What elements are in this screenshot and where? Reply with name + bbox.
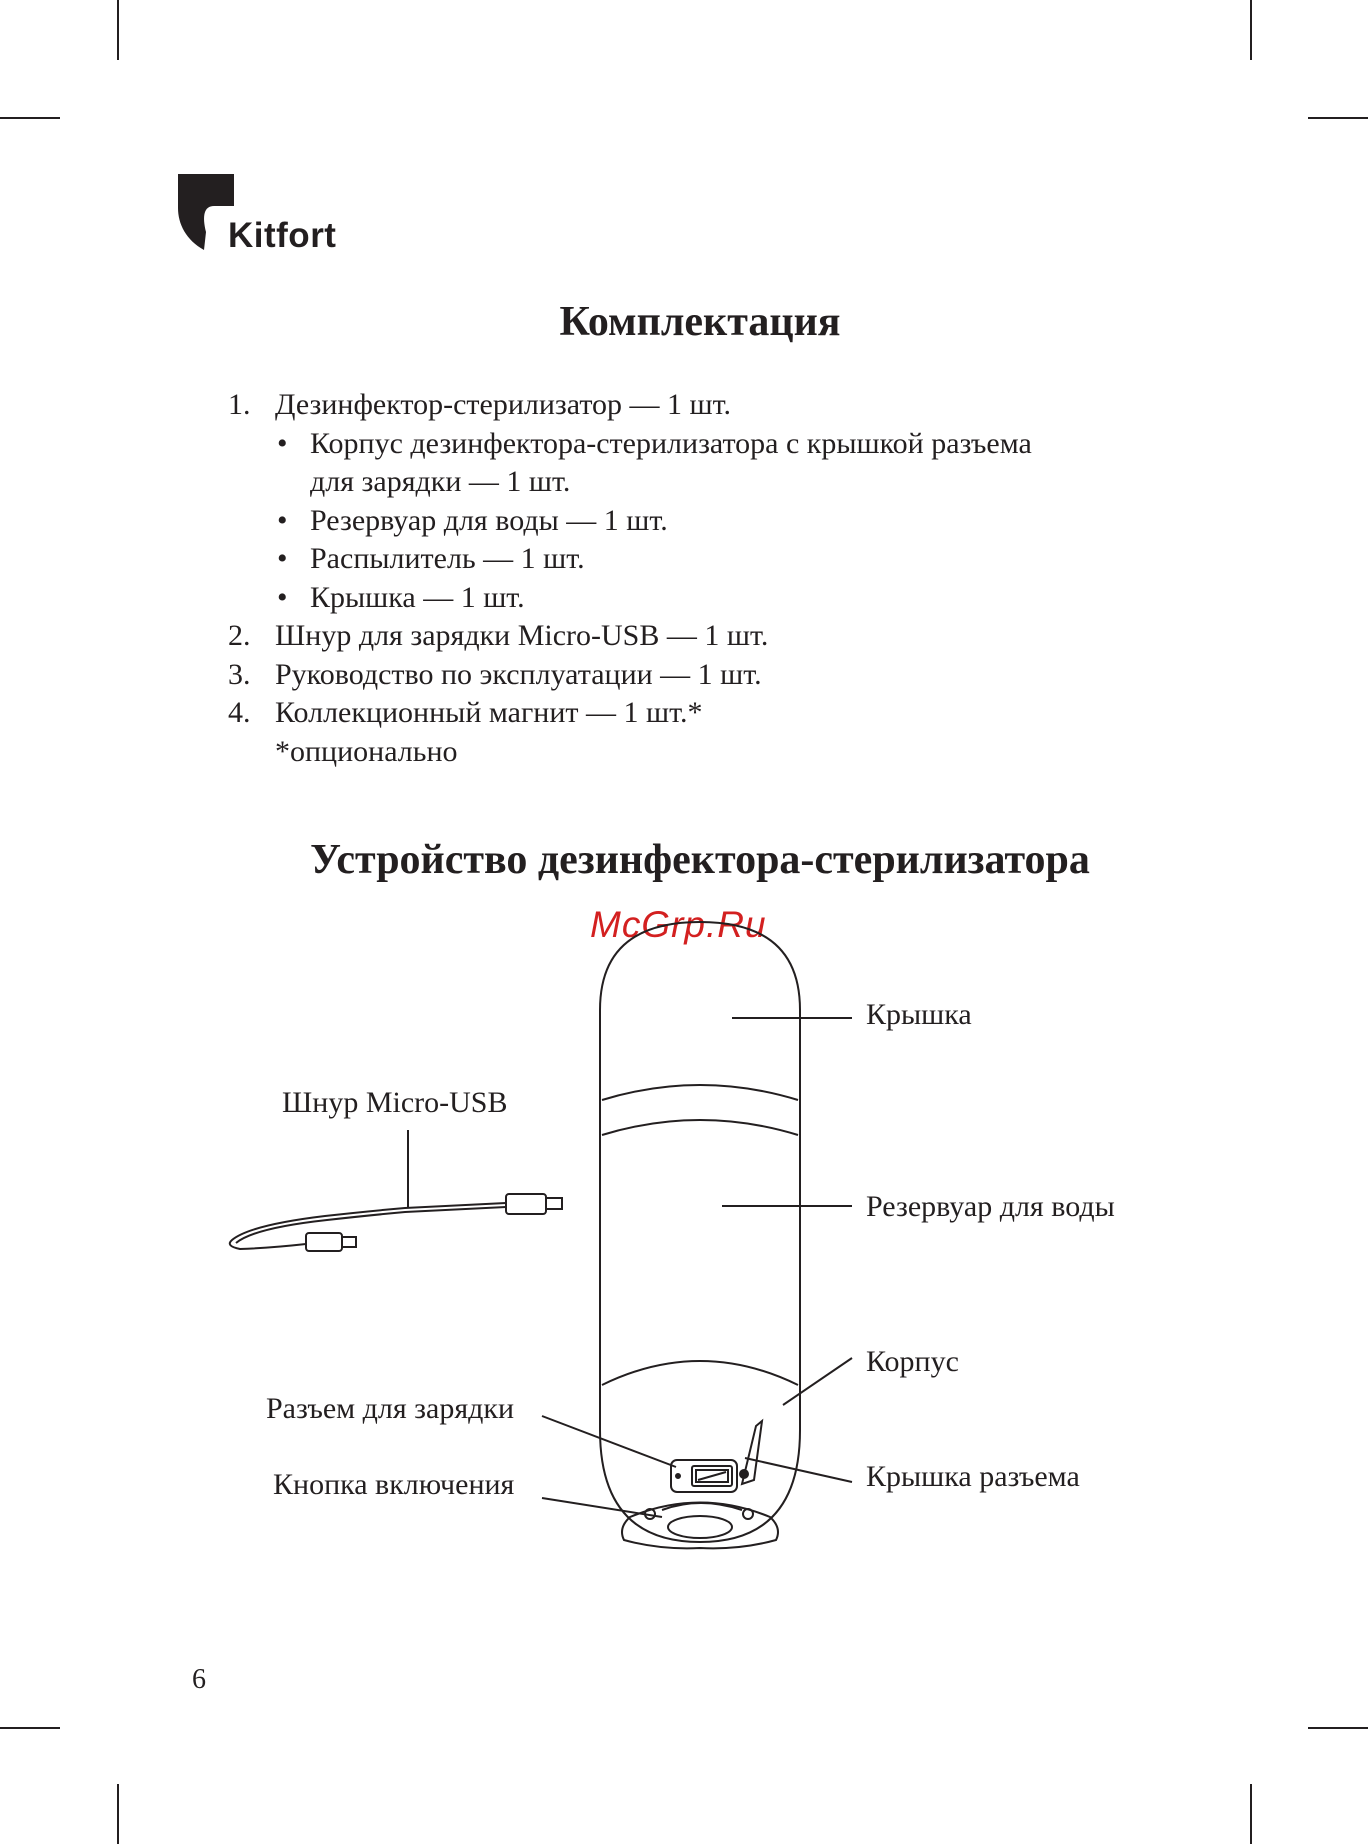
label-tank: Резервуар для воды <box>866 1190 1115 1223</box>
label-port: Разъем для зарядки <box>266 1392 515 1425</box>
label-port-cover: Крышка разъема <box>866 1460 1080 1493</box>
lid-band-top <box>602 1085 798 1100</box>
page-number: 6 <box>192 1664 206 1695</box>
label-body: Корпус <box>866 1345 959 1378</box>
label-cable: Шнур Micro-USB <box>282 1086 508 1119</box>
leader-power <box>542 1498 662 1517</box>
label-lid: Крышка <box>866 998 972 1031</box>
brand-name: Kitfort <box>228 216 337 255</box>
contents-title: Комплектация <box>559 299 841 345</box>
watermark: McGrp.Ru <box>590 904 767 945</box>
port-cover-flap <box>740 1421 762 1484</box>
leader-port <box>542 1416 676 1467</box>
lid-band-bottom <box>602 1120 798 1135</box>
charging-port <box>671 1460 737 1492</box>
label-power: Кнопка включения <box>273 1468 515 1501</box>
body-separation-line <box>602 1361 798 1385</box>
device-title: Устройство дезинфектора-стерилизатора <box>310 837 1090 883</box>
leader-body <box>783 1358 852 1405</box>
usb-cable <box>230 1194 562 1251</box>
